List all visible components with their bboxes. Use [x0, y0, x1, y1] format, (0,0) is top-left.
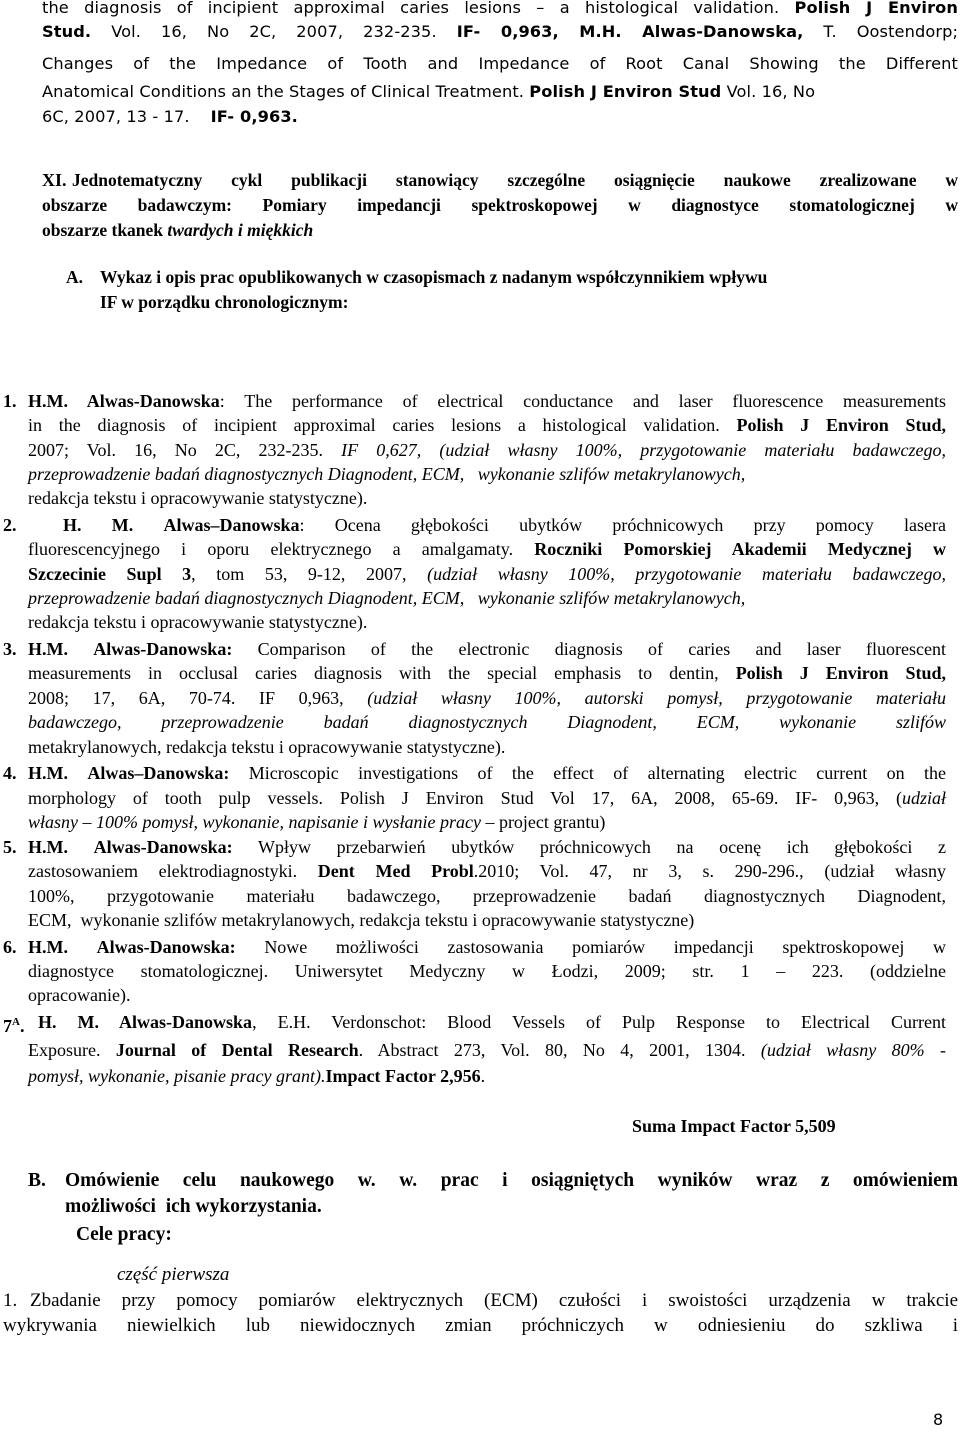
publication-2-line-2	[28, 537, 946, 562]
publication-1-line-2	[28, 413, 946, 438]
publication-5-line-1	[28, 835, 946, 860]
goal-number: 1.	[3, 1290, 18, 1311]
page-number: 8	[933, 1410, 944, 1429]
publication-number: 3.	[3, 639, 17, 659]
author: H.M.	[28, 763, 68, 783]
title: Comparison of the electronic diagnosis of caries and laser fluorescent	[257, 639, 947, 659]
publication-2-line-3	[28, 562, 946, 587]
author: H. M. Alwas-Danowska	[38, 1012, 253, 1032]
title: Exposure.	[28, 1040, 101, 1060]
goals-heading: Cele pracy:	[76, 1224, 172, 1245]
publication-4-line-3	[28, 810, 605, 835]
section-b-line-1: Omówienie celu naukowego w. w. prac i osiągniętych wyników wraz z omówieniem	[65, 1170, 958, 1191]
journal-name: Stud.	[42, 22, 92, 41]
journal-name: Polish J Environ Stud,	[735, 663, 947, 683]
top-text: T. Oostendorp;	[823, 22, 959, 41]
contribution: (udział własny 100%, autorski pomysł, przygotowanie materiału	[367, 688, 947, 708]
title: zastosowaniem elektrodiagnostyki.	[28, 861, 298, 881]
section-xi-line-3	[42, 218, 313, 243]
publication-1-line-4: przeprowadzenie badań diagnostycznych Diagnodent, ECM, wykonanie szlifów metakrylanowych,	[28, 464, 746, 484]
citation: 2007; Vol. 16, No 2C, 232-235.	[28, 440, 323, 460]
author: H.M.	[28, 837, 68, 857]
title: fluorescencyjnego i oporu elektrycznego a amalgamaty.	[28, 539, 514, 559]
impact-factor: Impact Factor 2,956	[325, 1066, 481, 1086]
contribution: udział	[901, 788, 946, 808]
section-xi-italic: twardych i miękkich	[167, 220, 314, 240]
title: Wpływ przebarwień ubytków próchnicowych na ocenę ich głębokości z	[258, 837, 946, 857]
publication-1-line-3	[28, 438, 946, 463]
journal-name: Dent Med Probl	[317, 861, 474, 881]
section-xi-text: obszarze tkanek	[42, 220, 164, 240]
goal-1-line-1: Zbadanie przy pomocy pomiarów elektrycznych (ECM) czułości i swoistości urządzenia w trakcie	[30, 1290, 958, 1311]
journal-name: Roczniki Pomorskiej Akademii Medycznej w	[534, 539, 946, 559]
publication-number: 6.	[3, 937, 17, 957]
contribution: IF 0,627, (udział własny 100%, przygotowanie materiału badawczego,	[341, 440, 947, 460]
publication-number-7	[3, 1010, 24, 1039]
superscript: A	[12, 1016, 20, 1028]
section-b-line-2: możliwości ich wykorzystania.	[65, 1196, 322, 1217]
journal-name: Polish J Environ Stud,	[736, 415, 947, 435]
impact-factor: IF- 0,963.	[210, 107, 298, 126]
journal-name: Polish J Environ	[794, 0, 958, 17]
section-b-label: B.	[28, 1170, 46, 1191]
author: H.M.	[28, 639, 68, 659]
top-text: Vol. 16, No 2C, 2007, 232-235.	[111, 22, 437, 41]
publication-number: 5.	[3, 837, 17, 857]
title: , E.H. Verdonschot: Blood Vessels of Pulp Response to Electrical Current	[252, 1012, 946, 1032]
publication-3-line-5: metakrylanowych, redakcja tekstu i opracowywanie statystyczne).	[28, 737, 506, 757]
publication-1-line-5: redakcja tekstu i opracowywanie statystyczne).	[28, 488, 368, 508]
publication-6-line-3: opracowanie).	[28, 985, 131, 1005]
publication-number: 4.	[3, 763, 17, 783]
top-text: Changes of the Impedance of Tooth and Impedance of Root Canal Showing the Different	[42, 54, 958, 73]
publication-number: 2.	[3, 515, 17, 535]
publication-5-line-3: 100%, przygotowanie materiału badawczego, przeprowadzenie badań diagnostycznych Diagnodent,	[28, 886, 946, 906]
publication-7-line-3	[28, 1064, 485, 1089]
contribution: (udział własny 80% -	[760, 1040, 947, 1060]
top-line-5	[42, 105, 958, 130]
contribution: (udział własny 100%, przygotowanie materiału badawczego,	[427, 564, 947, 584]
citation: .2010; Vol. 47, nr 3, s. 290-296., (udział własny	[473, 861, 946, 881]
top-line-4	[42, 80, 958, 105]
publication-number: 7	[3, 1016, 12, 1036]
author: Alwas–Danowska:	[87, 763, 230, 783]
publication-2-line-4: przeprowadzenie badań diagnostycznych Diagnodent, ECM, wykonanie szlifów metakrylanowych,	[28, 588, 746, 608]
publication-7-line-1	[38, 1010, 946, 1035]
author: H.M.	[28, 937, 68, 957]
contribution: własny – 100% pomysł, wykonanie, napisanie i wysłanie pracy	[28, 812, 481, 832]
impact-factor-sum: Suma Impact Factor 5,509	[632, 1116, 836, 1136]
section-xi-line-1: Jednotematyczny cykl publikacji stanowiący szczególne osiągnięcie naukowe zrealizowane w	[72, 170, 958, 190]
title: Microscopic investigations of the effect of alternating electric current on the	[248, 763, 946, 783]
publication-number: .	[19, 1016, 25, 1036]
journal-name: Journal of Dental Research	[115, 1040, 359, 1060]
contribution: pomysł, wykonanie, pisanie pracy grant).	[28, 1066, 326, 1086]
publication-5-line-4: ECM, wykonanie szlifów metakrylanowych, redakcja tekstu i opracowywanie statystyczne)	[28, 910, 695, 930]
citation: – project grantu)	[480, 812, 606, 832]
top-line-2	[42, 20, 958, 45]
citation: 2008; 17, 6A, 70-74. IF 0,963,	[28, 688, 344, 708]
author: Alwas-Danowska:	[93, 639, 233, 659]
section-xi-line-2: obszarze badawczym: Pomiary impedancji spektroskopowej w diagnostyce stomatologicznej w	[42, 195, 958, 215]
author: Alwas–Danowska	[163, 515, 300, 535]
publication-4-line-2	[28, 786, 946, 811]
top-line-3	[42, 52, 958, 77]
author: H. M.	[63, 515, 134, 535]
section-a-line-2: IF w porządku chronologicznym:	[100, 292, 349, 312]
top-text: the diagnosis of incipient approximal caries lesions – a histological validation.	[42, 0, 780, 17]
publication-3-line-4: badawczego, przeprowadzenie badań diagnostycznych Diagnodent, ECM, wykonanie szlifów	[28, 712, 946, 732]
publication-5-line-2	[28, 859, 946, 884]
author: Alwas-Danowska:	[93, 837, 233, 857]
publication-1-line-1	[28, 389, 946, 414]
publication-7-line-2	[28, 1038, 946, 1063]
publication-3-line-1	[28, 637, 946, 662]
publication-4-line-1	[28, 761, 946, 786]
goal-1-line-2: wykrywania niewielkich lub niewidocznych zmian próchniczych w odniesieniu do szkliwa i	[3, 1315, 958, 1336]
publication-2-line-5: redakcja tekstu i opracowywanie statystyczne).	[28, 612, 368, 632]
title: : Ocena głębokości ubytków próchnicowych przy pomocy lasera	[299, 515, 946, 535]
citation: , tom 53, 9-12, 2007,	[191, 564, 407, 584]
top-text: Anatomical Conditions an the Stages of Clinical Treatment.	[42, 82, 525, 101]
citation: .	[480, 1066, 486, 1086]
part-one-heading: część pierwsza	[117, 1264, 230, 1285]
publication-6-line-2: diagnostyce stomatologicznej. Uniwersytet Medyczny w Łodzi, 2009; str. 1 – 223. (oddzielne	[28, 961, 946, 981]
publication-number: 1.	[3, 391, 17, 411]
section-xi-label: XI.	[42, 170, 67, 190]
author: Alwas-Danowska:	[96, 937, 236, 957]
section-a-line-1: Wykaz i opis prac opublikowanych w czasopismach z nadanym współczynnikiem wpływu	[100, 267, 768, 287]
top-line-1	[42, 0, 958, 21]
top-text: Vol. 16, No	[726, 82, 816, 101]
publication-6-line-1	[28, 935, 946, 960]
publication-2-line-1	[63, 513, 946, 538]
publication-3-line-2	[28, 661, 946, 686]
journal-name: Szczecinie Supl 3	[28, 564, 192, 584]
title: : The performance of electrical conductance and laser fluorescence measurements	[219, 391, 946, 411]
author: H.M. Alwas-Danowska	[28, 391, 220, 411]
citation: morphology of tooth pulp vessels. Polish J Environ Stud Vol 17, 6A, 2008, 65-69. IF- 0,963, (	[28, 788, 902, 808]
top-text: 6C, 2007, 13 - 17.	[42, 107, 190, 126]
top-text: IF- 0,963, M.H. Alwas-Danowska,	[456, 22, 804, 41]
title: in the diagnosis of incipient approximal caries lesions a histological validation.	[28, 415, 720, 435]
title: Nowe możliwości zastosowania pomiarów impedancji spektroskopowej w	[264, 937, 947, 957]
section-a-label: A.	[66, 267, 84, 287]
journal-name: Polish J Environ Stud	[529, 82, 722, 101]
title: measurements in occlusal caries diagnosis with the special emphasis to dentin,	[28, 663, 719, 683]
publication-3-line-3	[28, 686, 946, 711]
citation: . Abstract 273, Vol. 80, No 4, 2001, 1304.	[358, 1040, 746, 1060]
